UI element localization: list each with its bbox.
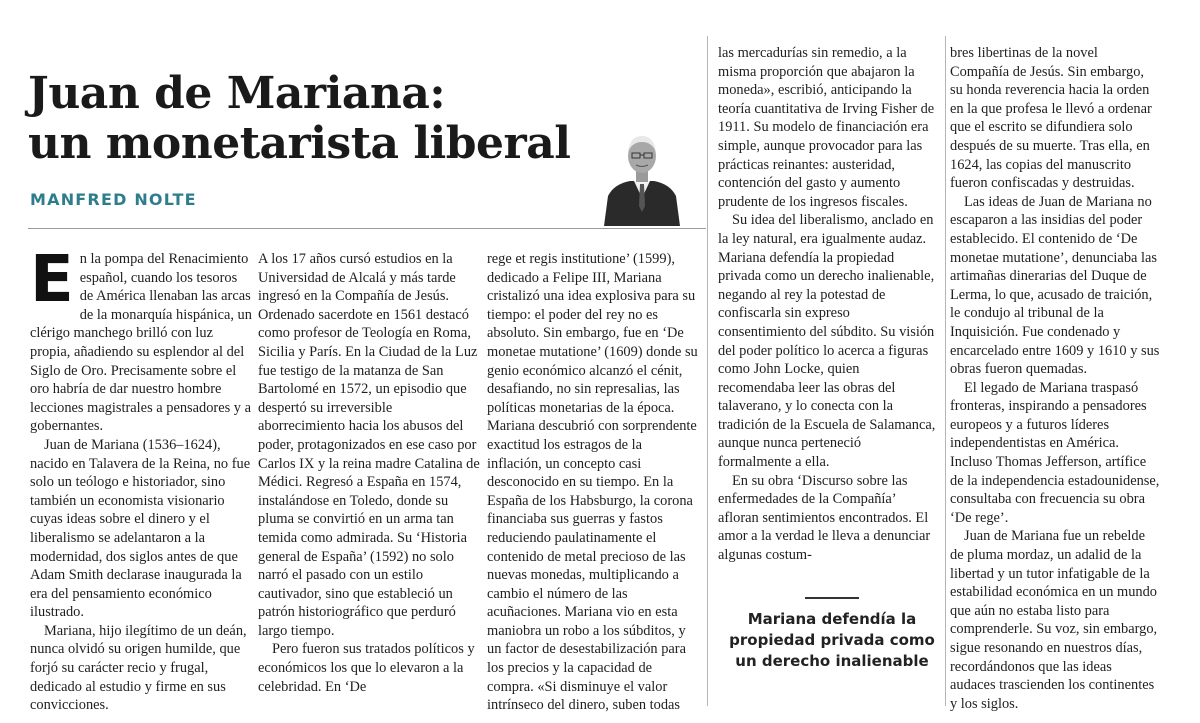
- paragraph: bres libertinas de la novel Compañía de Jesús. Sin embargo, su honda reverencia hacia la orden en la que profesa le llevó a ordenar que el escrito se difundiera solo después de su muerte. Tras ella, en 1624, las copias del manuscrito fueron confiscadas y destruidas.: [950, 45, 1152, 192]
- paragraph: Juan de Mariana (1536–1624), nacido en Talavera de la Reina, no fue solo un teólogo e historiador, sino también un economista visionario cuyas ideas sobre el dinero y el liberalismo se adelantaron a la modernidad, dos siglos antes de que Adam Smith declarase inaugurada la era del pensamiento económico ilustrado.: [30, 436, 251, 621]
- column-divider: [707, 36, 708, 706]
- paragraph: Las ideas de Juan de Mariana no escaparon a las insidias del poder establecido. El contenido de ‘De monetae mutatione’, denunciaba las artimañas dinerarias del Duque de Lerma, lo que, acusado de traición, le condujo al tribunal de la Inquisición. Fue condenado y encarcelado entre 1609 y 1610 y sus obras fueron quemadas.: [950, 193, 1160, 378]
- pull-quote-text: Mariana defendía la propiedad privada como un derecho inalienable: [729, 610, 935, 670]
- paragraph: Su idea del liberalismo, anclado en la ley natural, era igualmente audaz. Mariana defendía la propiedad privada como un derecho inalienable, negando al rey la potestad de confiscarla sin expreso consentimiento del súbdito. Su visión del poder político lo acerca a figuras como John Locke, quien recomendaba leer las obras del talaverano, y lo conecta con la tradición de la Escuela de Salamanca, aunque nunca perteneció formalmente a ella.: [718, 212, 936, 471]
- paragraph: Pero fueron sus tratados políticos y económicos los que lo elevaron a la celebridad. En ‘De: [258, 641, 475, 695]
- paragraph: En la pompa del Renacimiento español, cuando los tesoros de América llenaban las arcas de la monarquía hispánica, un clérigo manchego brilló con luz propia, añadiendo su esplendor al del Siglo de Oro. Precisamente sobre el oro habría de dar nuestro hombre lecciones magistrales a pensadores y a gobernantes.: [30, 243, 252, 435]
- article-column-2: [258, 250, 480, 696]
- drop-cap: E: [30, 243, 74, 317]
- paragraph: En su obra ‘Discurso sobre las enfermedades de la Compañía’ afloran sentimientos encontrados. El amor a la verdad le lleva a denunciar algunas costum-: [718, 472, 931, 564]
- article-column-4: [718, 44, 938, 565]
- headline-line-2: un monetarista liberal: [28, 118, 571, 170]
- headline-line-1: Juan de Mariana:: [28, 68, 446, 120]
- paragraph: El legado de Mariana traspasó fronteras, inspirando a pensadores europeos y a futuros líderes independentistas en América. Incluso Thomas Jefferson, artífice de la independencia estadounidense, consultaba con frecuencia su obra ‘De rege’.: [950, 379, 1160, 526]
- author-portrait: [600, 126, 684, 226]
- article-column-1: [30, 243, 252, 715]
- author-byline: MANFRED NOLTE: [30, 190, 197, 209]
- pull-quote-rule: [805, 597, 859, 599]
- article-headline: [28, 69, 628, 169]
- article-column-3: [487, 250, 700, 715]
- pull-quote: [718, 597, 946, 672]
- header-divider: [28, 228, 706, 229]
- paragraph: Mariana, hijo ilegítimo de un deán, nunca olvidó su origen humilde, que forjó su carácter recio y frugal, dedicado al estudio y firme en sus convicciones.: [30, 622, 247, 714]
- paragraph: rege et regis institutione’ (1599), dedicado a Felipe III, Mariana cristalizó una idea explosiva para su tiempo: el poder del rey no es absoluto. Sin embargo, fue en ‘De monetae mutatione’ (1609) donde su genio económico alcanzó el cénit, desafiando, no sin represalias, las políticas monetarias de la época. Mariana descubrió con sorprendente exactitud los estragos de la inflación, un concepto casi desconocido en su tiempo. En la España de los Habsburgo, la corona financiaba sus guerras y fastos reduciendo paulatinamente el contenido de metal precioso de las nuevas monedas, multiplicando a cambio el número de las acuñaciones. Mariana vio en esta maniobra un robo a los súbditos, y un factor de desestabilización para los precios y la capacidad de compra. «Si disminuye el valor intrínseco del dinero, suben todas: [487, 251, 698, 714]
- paragraph: A los 17 años cursó estudios en la Universidad de Alcalá y más tarde ingresó en la Compañía de Jesús. Ordenado sacerdote en 1561 destacó como profesor de Teología en Roma, Sicilia y París. En la Ciudad de la Luz fue testigo de la matanza de San Bartolomé en 1572, un episodio que despertó su irreversible aborrecimiento hacia los abusos del poder, protagonizados en ese caso por Carlos IX y la reina madre Catalina de Médici. Regresó a España en 1574, instalándose en Toledo, donde su pluma se convirtió en un arma tan temida como admirada. Su ‘Historia general de España’ (1592) no solo narró el pasado con un estilo cautivador, sino que estableció un patrón historiográfico que perduró largo tiempo.: [258, 251, 480, 639]
- paragraph: las mercadurías sin remedio, a la misma proporción que abajaron la moneda», escribió, anticipando la teoría cuantitativa de Irving Fisher de 1911. Su modelo de financiación era simple, aunque provocador para las prácticas reinantes: austeridad, contención del gasto y aumento prudente de los ingresos fiscales.: [718, 45, 935, 210]
- paragraph: Juan de Mariana fue un rebelde de pluma mordaz, un adalid de la libertad y un tutor infatigable de la estabilidad económica en un mundo que aún no estaba listo para comprenderle. Su voz, sin embargo, sigue resonando en nuestros días, recordándonos que las ideas audaces trascienden los continentes y los siglos.: [950, 528, 1158, 712]
- article-column-5: [950, 44, 1160, 713]
